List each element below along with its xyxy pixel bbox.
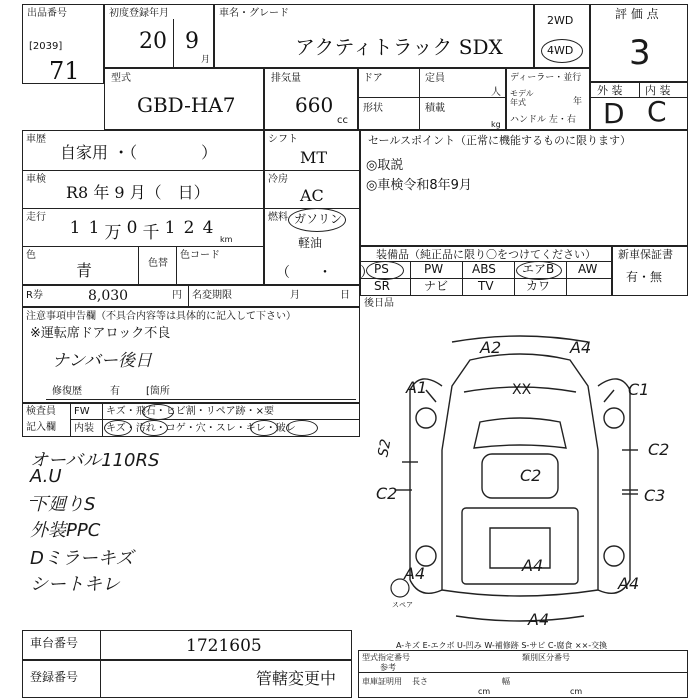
damage-mark: C2 [520, 466, 542, 485]
length-label: 長さ [412, 677, 428, 686]
equipment-label: 装備品（純正品に限り〇をつけてください） [376, 248, 596, 261]
hand-note: 下廻りS [30, 494, 96, 515]
dealer-label: ディーラー・並行 [510, 73, 582, 83]
interior-grade: C [647, 95, 667, 128]
damage-mark: A1 [406, 378, 428, 397]
drive-line1 [264, 170, 360, 171]
equip-item: カワ [526, 279, 551, 293]
car-number-divider [100, 630, 101, 660]
first-reg-month-unit: 月 [201, 55, 211, 65]
door-label: ドア [363, 73, 383, 84]
equip-item: エアB [522, 262, 555, 276]
door-capacity-box [358, 68, 506, 130]
notes-line1: ※運転席ドアロック不良 [30, 326, 171, 341]
handle-label: ハンドル 左・右 [510, 115, 576, 125]
mileage-label: 走行 [26, 212, 46, 223]
damage-mark: A4 [522, 556, 544, 575]
r-tax-value: 8,030 [88, 288, 129, 304]
color-code-label: 色コード [180, 250, 220, 261]
equip-col3 [514, 261, 515, 296]
model-year-label: モデル 年式 [510, 89, 534, 107]
sales-point: ◎車検令和8年9月 [366, 178, 472, 193]
damage-mark: A4 [570, 338, 592, 357]
interior-label: 内 装 [645, 84, 671, 97]
transfer-month-unit: 月 [290, 290, 300, 301]
color-divider2 [176, 246, 177, 285]
equip-item: TV [478, 279, 494, 293]
equip-item: SR [374, 279, 390, 293]
category-label: 類別区分番号 [522, 653, 570, 662]
ac-value: AC [300, 186, 324, 205]
score-value: 3 [629, 33, 651, 73]
equip-item: PW [424, 262, 444, 276]
exterior-grade: D [603, 97, 625, 130]
warranty-label: 新車保証書 [618, 248, 673, 261]
fuel-circle [288, 208, 346, 232]
drive-4wd-circle [541, 39, 583, 63]
shift-value: MT [300, 148, 328, 167]
damage-mark: A4 [618, 574, 640, 593]
shift-label: シフト [268, 134, 298, 145]
mileage-digit: 1 [69, 218, 81, 238]
mileage-digits [66, 218, 217, 243]
first-registration-box [104, 4, 214, 68]
damage-mark: C2 [648, 440, 670, 459]
shaken-label: 車検 [26, 174, 46, 185]
car-name: アクティトラック SDX [295, 35, 503, 59]
after-day-label: 後日品 [364, 298, 394, 309]
ref-label: 参考 [380, 663, 396, 672]
type-designation-label: 型式指定番号 [362, 653, 410, 662]
mileage-digit: 1 [164, 218, 176, 238]
reg-number: 管轄変更中 [256, 669, 337, 688]
insp-circle-cut [286, 420, 318, 436]
car-name-label: 車名・グレード [219, 8, 289, 19]
model-box [104, 68, 264, 130]
equip-col4 [566, 261, 567, 296]
tax-box [22, 285, 360, 307]
hand-strike [30, 500, 38, 501]
repair-value: 有 [110, 386, 120, 397]
car-name-box [214, 4, 534, 68]
damage-mark: A4 [528, 610, 550, 629]
insp-circle-scratch [104, 420, 132, 436]
drive-2wd: 2WD [547, 14, 574, 27]
equip-col2 [462, 261, 463, 296]
dealer-box [506, 68, 590, 130]
insp-tag-divider [102, 403, 103, 437]
inspection-label1: 検査員 [26, 406, 56, 417]
hand-note: Dミラーキズ [30, 548, 134, 569]
damage-mark: A2 [480, 338, 502, 357]
cm-unit-2: cm [570, 687, 583, 696]
damage-mark: C1 [628, 380, 650, 399]
insp-row2-tag: 内装 [74, 423, 94, 434]
notes-line2: ナンバー後日 [52, 351, 152, 371]
transfer-day-unit: 日 [340, 290, 350, 301]
first-reg-month: 9 [185, 29, 199, 54]
displacement-label: 排気量 [271, 73, 301, 84]
insp-divider [70, 403, 71, 437]
sales-label: セールスポイント（正常に機能するものに限ります） [368, 134, 632, 147]
warranty-value: 有・無 [626, 270, 663, 284]
insp-circle-stone [142, 404, 174, 420]
drive-4wd: 4WD [547, 44, 574, 57]
r-tax-unit: 円 [172, 290, 182, 301]
mileage-digit: 4 [202, 218, 214, 238]
equip-item: ナビ [424, 279, 449, 293]
damage-mark: A4 [404, 564, 426, 583]
color-value: 青 [76, 261, 93, 280]
damage-mark: C2 [376, 484, 398, 503]
history-value: 自家用 ・（ ） [60, 143, 218, 162]
grade-divider [639, 83, 640, 97]
history-line3 [22, 246, 264, 247]
car-number: 1721605 [186, 636, 262, 656]
notes-label: 注意事項申告欄（不具合内容等は具体的に記入して下さい） [26, 311, 296, 322]
car-number-label: 車台番号 [30, 636, 79, 650]
equip-item: PS [374, 262, 389, 276]
damage-mark: C3 [644, 486, 666, 505]
history-label: 車歴 [26, 134, 46, 145]
mileage-digit: 2 [183, 218, 195, 238]
load-unit: kg [491, 120, 501, 129]
hand-note: A.U [30, 466, 62, 487]
lot-number: 71 [49, 57, 80, 85]
insp-row2-text: キズ・汚れ・コゲ・穴・スレ・キレ・破レ [106, 423, 296, 434]
load-label: 積載 [425, 103, 445, 114]
hand-note: 外装PPC [30, 520, 101, 541]
drive-box [534, 4, 590, 68]
model-label: 型式 [111, 73, 131, 84]
first-reg-label: 初度登録年月 [109, 8, 169, 19]
first-reg-year: 20 [139, 29, 167, 54]
reg-divider [173, 19, 174, 69]
repair-underline [46, 399, 356, 400]
lot-label: 出品番号 [27, 8, 67, 19]
score-box [590, 4, 688, 82]
capacity-unit: 人 [491, 87, 501, 98]
model-value: GBD-HA7 [137, 93, 236, 117]
fuel-label: 燃料 [268, 212, 288, 223]
hand-note: オーバル110RS [30, 450, 160, 471]
color-code-value: （ ・ ） [276, 265, 374, 281]
r-tax-label: R券 [26, 290, 43, 301]
damage-mark: S2 [375, 437, 395, 459]
mileage-unit: km [220, 235, 233, 244]
grade-box [590, 82, 688, 130]
damage-mark: XX [512, 382, 532, 398]
exterior-label: 外 装 [597, 84, 623, 97]
door-divider [419, 69, 420, 131]
equip-ps-circle [366, 261, 404, 280]
reg-number-label: 登録番号 [30, 670, 79, 684]
fuel-value: ガソリン [294, 212, 343, 226]
shaken-value: R8 年 9 月（ 日） [66, 183, 210, 202]
history-line1 [22, 170, 264, 171]
width-label: 幅 [502, 677, 510, 686]
equip-airbag-circle [516, 261, 562, 280]
inspection-label2: 記入欄 [26, 422, 56, 433]
damage-legend: A-キズ E-エクボ U-凹み W-補修跡 S-サビ C-腐食 ××-交換 [396, 641, 608, 650]
reg-number-divider [100, 660, 101, 698]
capacity-label: 定員 [425, 73, 445, 84]
repair-place: [箇所 [146, 386, 170, 397]
insp-row1-text: キズ・飛石・ヒビ割・リペア跡・×要 [106, 406, 274, 417]
cm-unit: cm [478, 687, 491, 696]
spec-footer-line [358, 672, 688, 673]
transfer-label: 名変期限 [192, 290, 232, 301]
displacement-value: 660 [295, 93, 334, 117]
color-label: 色 [26, 250, 36, 261]
insp-row1-tag: FW [74, 406, 90, 417]
ac-label: 冷房 [268, 174, 288, 185]
mileage-digit: 1 [88, 218, 100, 238]
lot-small: [2039] [29, 41, 63, 52]
lot-number-box [22, 4, 104, 84]
fuel-alt: 軽油 [298, 236, 323, 250]
shape-label: 形状 [363, 103, 383, 114]
equip-item: AW [578, 262, 598, 276]
equip-col1 [410, 261, 411, 296]
displacement-unit: cc [337, 115, 348, 126]
color-divider [138, 246, 139, 285]
equip-item: ABS [472, 262, 496, 276]
mileage-digit: 万 [104, 223, 122, 243]
sales-point: ◎取説 [366, 158, 404, 173]
displacement-box [264, 68, 358, 130]
hand-note: シートキレ [30, 574, 120, 595]
mileage-digit: 千 [142, 223, 160, 243]
history-line2 [22, 208, 264, 209]
insp-circle-dirt [140, 420, 168, 436]
cert-label: 車庫証明用 [362, 677, 402, 686]
repair-label: 修復歴 [52, 386, 82, 397]
mileage-digit: 0 [126, 218, 138, 238]
insp-circle-rub [250, 420, 278, 436]
tax-divider [188, 285, 189, 307]
spare-label: スペア [392, 601, 413, 609]
color-change-label: 色替 [148, 258, 168, 269]
door-row-divider [359, 97, 505, 98]
score-label: 評 価 点 [615, 7, 659, 21]
model-year-unit: 年 [573, 97, 583, 107]
